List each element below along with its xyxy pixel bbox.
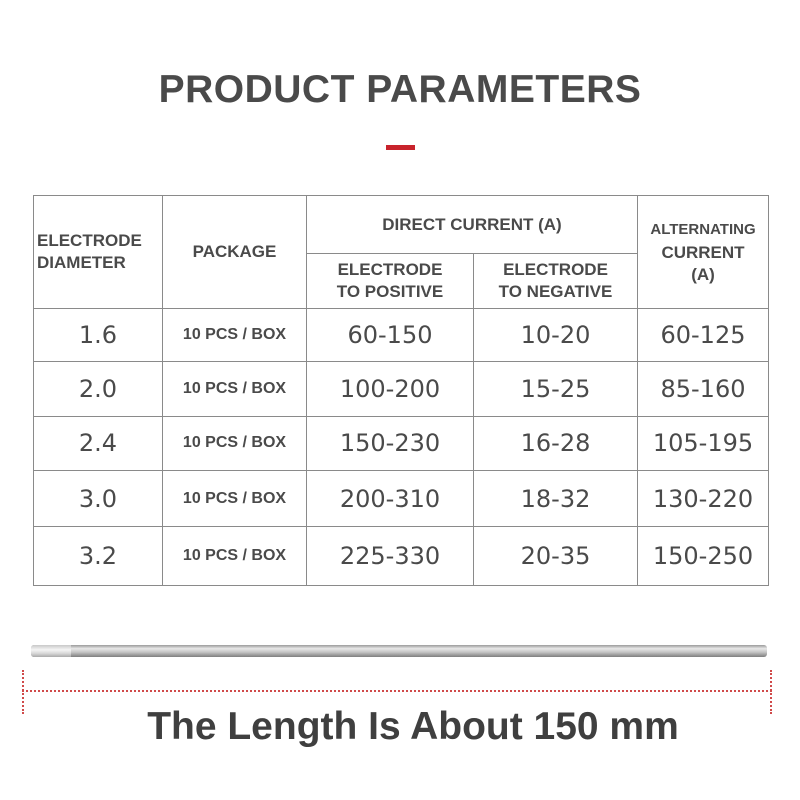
header-electrode-diameter: ELECTRODE DIAMETER (34, 196, 163, 309)
cell-negative: 20-35 (474, 527, 638, 586)
cell-diameter: 2.0 (34, 362, 163, 416)
tungsten-electrode-rod (31, 645, 767, 657)
cell-negative: 15-25 (474, 362, 638, 416)
cell-package: 10 PCS / BOX (163, 362, 307, 416)
cell-alternating: 105-195 (638, 416, 769, 470)
cell-package: 10 PCS / BOX (163, 416, 307, 470)
cell-diameter: 3.0 (34, 471, 163, 527)
cell-negative: 16-28 (474, 416, 638, 470)
cell-package: 10 PCS / BOX (163, 527, 307, 586)
table-row (34, 471, 769, 527)
parameters-table (33, 195, 769, 586)
cell-diameter: 2.4 (34, 416, 163, 470)
cell-positive: 150-230 (307, 416, 474, 470)
title-accent-bar (386, 145, 415, 150)
cell-diameter: 3.2 (34, 527, 163, 586)
header-package: PACKAGE (163, 196, 307, 309)
cell-alternating: 85-160 (638, 362, 769, 416)
cell-package: 10 PCS / BOX (163, 308, 307, 361)
cell-alternating: 150-250 (638, 527, 769, 586)
cell-positive: 200-310 (307, 471, 474, 527)
table-row (34, 527, 769, 586)
cell-positive: 225-330 (307, 527, 474, 586)
cell-positive: 60-150 (307, 308, 474, 361)
header-electrode-to-positive: ELECTRODE TO POSITIVE (307, 254, 474, 308)
table-row (34, 308, 769, 361)
header-alternating-current: ALTERNATING CURRENT (A) (638, 196, 769, 309)
header-electrode-to-negative: ELECTRODE TO NEGATIVE (474, 254, 638, 308)
electrode-rod-tip (31, 645, 71, 657)
cell-alternating: 130-220 (638, 471, 769, 527)
length-caption: The Length Is About 150 mm (147, 705, 679, 748)
cell-diameter: 1.6 (34, 308, 163, 361)
table-row (34, 362, 769, 416)
cell-negative: 10-20 (474, 308, 638, 361)
length-dimension-line (22, 690, 772, 692)
header-direct-current: DIRECT CURRENT (A) (307, 196, 638, 254)
page-title: PRODUCT PARAMETERS (158, 68, 642, 111)
cell-negative: 18-32 (474, 471, 638, 527)
cell-positive: 100-200 (307, 362, 474, 416)
table-row (34, 416, 769, 470)
cell-package: 10 PCS / BOX (163, 471, 307, 527)
cell-alternating: 60-125 (638, 308, 769, 361)
